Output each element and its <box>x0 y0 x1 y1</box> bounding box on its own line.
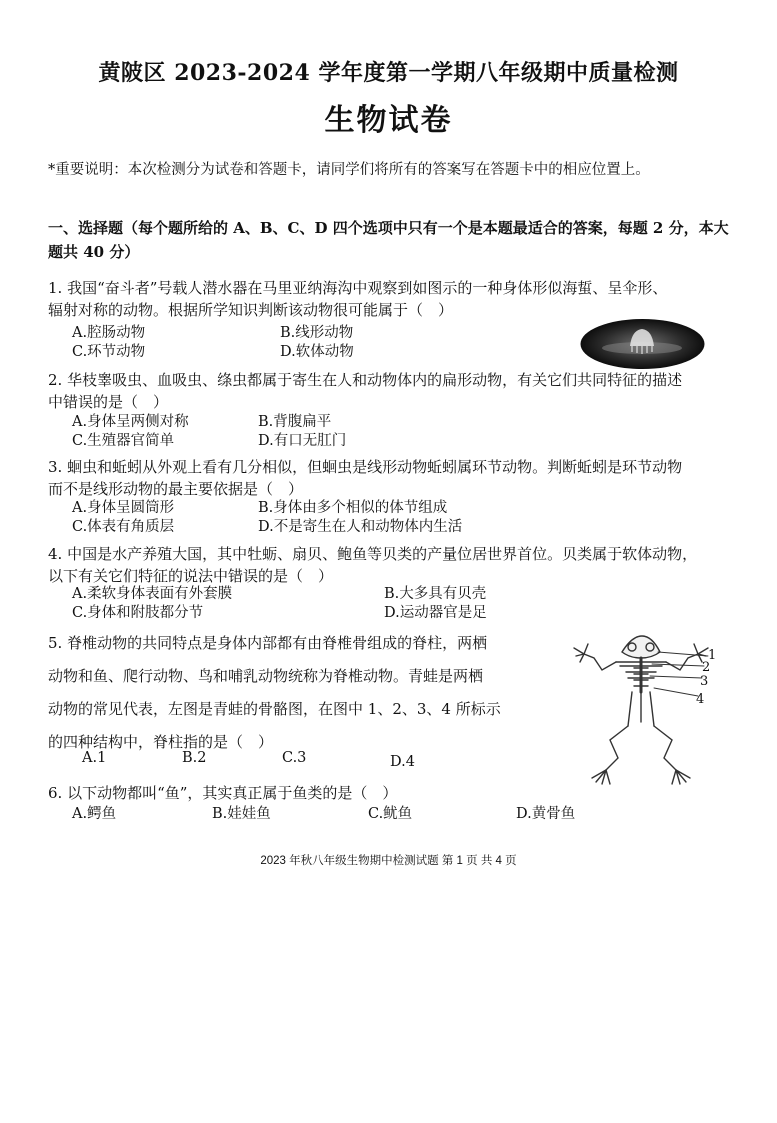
question-5-line3: 动物的常见代表，左图是青蛙的骨骼图，在图中 1、2、3、4 所标示 <box>48 700 501 718</box>
question-6-line1: 6. 以下动物都叫“鱼”，其实真正属于鱼类的是（ ） <box>48 784 398 802</box>
exam-title: 黄陂区 2023-2024 学年度第一学期八年级期中质量检测 <box>98 60 679 86</box>
question-5-line4: 的四种结构中，脊柱指的是（ ） <box>48 733 274 751</box>
q1-option-c: C.环节动物 <box>72 344 146 360</box>
question-1 <box>48 277 738 321</box>
q5-option-a: A.1 <box>82 750 107 766</box>
q2-option-c: C.生殖器官简单 <box>72 433 175 449</box>
question-5 <box>48 627 528 759</box>
page-footer: 2023 年秋八年级生物期中检测试题 第 1 页 共 4 页 <box>260 855 517 867</box>
q2-option-a: A.身体呈两侧对称 <box>72 414 189 430</box>
q6-option-c: C.鱿鱼 <box>368 806 413 822</box>
q4-option-d: D.运动器官是足 <box>384 605 487 621</box>
figure-label-1: 1 <box>708 648 717 663</box>
question-3 <box>48 456 738 500</box>
question-2 <box>48 369 738 413</box>
important-note: *重要说明：本次检测分为试卷和答题卡，请同学们将所有的答案写在答题卡中的相应位置上。 <box>48 162 650 178</box>
q6-option-a: A.鳄鱼 <box>72 806 117 822</box>
question-2-line2: 中错误的是（ ） <box>48 393 169 411</box>
jellyfish-photo-icon <box>580 318 705 370</box>
q3-option-b: B.身体由多个相似的体节组成 <box>258 500 448 516</box>
question-3-line1: 3. 蛔虫和蚯蚓从外观上看有几分相似，但蛔虫是线形动物蚯蚓属环节动物。判断蚯蚓是环节动物 <box>48 458 683 476</box>
q5-option-d: D.4 <box>390 754 415 770</box>
q3-option-a: A.身体呈圆筒形 <box>72 500 175 516</box>
q4-option-b: B.大多具有贝壳 <box>384 586 487 602</box>
exam-subject: 生物试卷 <box>324 103 453 138</box>
q1-option-b: B.线形动物 <box>280 325 354 341</box>
q1-option-d: D.软体动物 <box>280 344 354 360</box>
q6-option-b: B.娃娃鱼 <box>212 806 271 822</box>
question-4 <box>48 543 738 587</box>
frog-skeleton-icon <box>560 630 720 786</box>
q2-option-b: B.背腹扁平 <box>258 414 332 430</box>
q3-option-d: D.不是寄生在人和动物体内生活 <box>258 519 463 535</box>
question-5-line2: 动物和鱼、爬行动物、鸟和哺乳动物统称为脊椎动物。青蛙是两栖 <box>48 667 484 685</box>
section-heading: 一、选择题（每个题所给的 A、B、C、D 四个选项中只有一个是本题最适合的答案，每题 2 分，本大题共 40 分） <box>48 219 729 261</box>
q4-option-a: A.柔软身体表面有外套膜 <box>72 586 233 602</box>
question-4-line1: 4. 中国是水产养殖大国，其中牡蛎、扇贝、鲍鱼等贝类的产量位居世界首位。贝类属于软体动物， <box>48 545 698 563</box>
q5-option-c: C.3 <box>282 750 307 766</box>
question-5-line1: 5. 脊椎动物的共同特点是身体内部都有由脊椎骨组成的脊柱，两栖 <box>48 634 488 652</box>
question-3-line2: 而不是线形动物的最主要依据是（ ） <box>48 480 304 498</box>
question-2-line1: 2. 华枝睾吸虫、血吸虫、绦虫都属于寄生在人和动物体内的扁形动物，有关它们共同特征的描述 <box>48 371 683 389</box>
question-1-line2: 辐射对称的动物。根据所学知识判断该动物很可能属于（ ） <box>48 301 454 319</box>
q6-option-d: D.黄骨鱼 <box>516 806 576 822</box>
q1-option-a: A.腔肠动物 <box>72 325 146 341</box>
figure-label-2: 2 <box>702 660 711 675</box>
question-1-line1: 1. 我国“奋斗者”号载人潜水器在马里亚纳海沟中观察到如图示的一种身体形似海蜇、呈伞形、 <box>48 279 668 297</box>
figure-label-3: 3 <box>700 674 709 689</box>
q4-option-c: C.身体和附肢都分节 <box>72 605 204 621</box>
q2-option-d: D.有口无肛门 <box>258 433 347 449</box>
figure-label-4: 4 <box>696 692 705 707</box>
q3-option-c: C.体表有角质层 <box>72 519 175 535</box>
question-4-line2: 以下有关它们特征的说法中错误的是（ ） <box>48 567 334 585</box>
q5-option-b: B.2 <box>182 750 207 766</box>
question-6 <box>48 782 738 804</box>
